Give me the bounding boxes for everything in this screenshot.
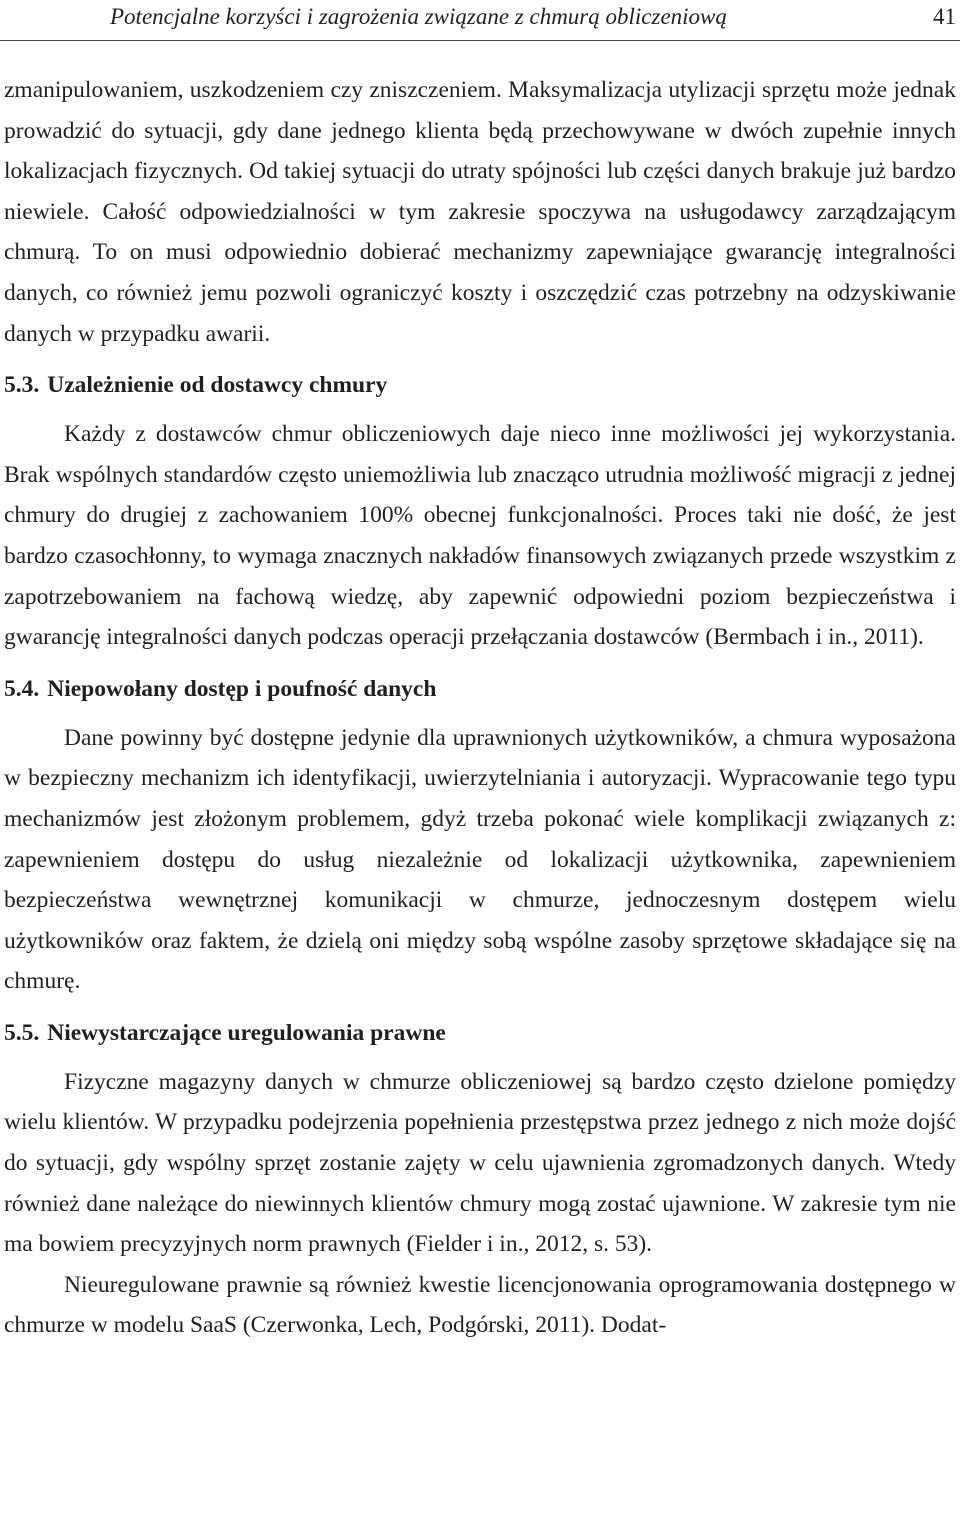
section-title: Uzależnienie od dostawcy chmury [47,372,388,399]
section-heading-5-4 [4,674,956,704]
section-heading-5-3 [4,370,956,400]
section-number: 5.4. [4,675,40,702]
section-number: 5.5. [4,1019,40,1046]
paragraph: Nieuregulowane prawnie są również kwestie licencjonowania oprogramowania dostępnego w chmurze w modelu SaaS (Czerwonka, Lech, Podgórski, 2011). Dodat- [4,1271,956,1339]
paragraph-continued: zmanipulowaniem, uszkodzeniem czy zniszczeniem. Maksymalizacja utylizacji sprzętu może jednak prowadzić do sytuacji, gdy dane jednego klienta będą przechowywane w dwóch zupełnie innych lokalizacjach fizycznych. Od takiej sytuacji do utraty spójności lub części danych brakuje już bardzo niewiele. Całość odpowiedzialności w tym zakresie spoczywa na usługodawcy zarządzającym chmurą. To on musi odpowiednio dobierać mechanizmy zapewniające gwarancję integralności danych, co również jemu pozwoli ograniczyć koszty i oszczędzić czas potrzebny na odzyskiwanie danych w przypadku awarii. [4,77,956,347]
paragraph: Każdy z dostawców chmur obliczeniowych daje nieco inne możliwości jej wykorzystania. Brak wspólnych standardów często uniemożliwia lub znacząco utrudnia możliwość migracji z jednej chmury do drugiej z zachowaniem 100% obecnej funkcjonalności. Proces taki nie dość, że jest bardzo czasochłonny, to wymaga znacznych nakładów finansowych związanych przede wszystkim z zapotrzebowaniem na fachową wiedzę, aby zapewnić odpowiedni poziom bezpieczeństwa i gwarancję integralności danych podczas operacji przełączania dostawców (Bermbach i in., 2011). [4,421,956,651]
running-header [0,0,960,41]
paragraph: Fizyczne magazyny danych w chmurze obliczeniowej są bardzo często dzielone pomiędzy wielu klientów. W przypadku podejrzenia popełnienia przestępstwa przez jednego z nich może dojść do sytuacji, gdy wspólny sprzęt zostanie zajęty w celu ujawnienia zgromadzonych danych. Wtedy również dane należące do niewinnych klientów chmury mogą zostać ujawnione. W zakresie tym nie ma bowiem precyzyjnych norm prawnych (Fielder i in., 2012, s. 53). [4,1068,956,1258]
section-number: 5.3. [4,372,40,399]
paragraph: Dane powinny być dostępne jedynie dla uprawnionych użytkowników, a chmura wyposażona w bezpieczny mechanizm ich identyfikacji, uwierzytelniania i autoryzacji. Wypracowanie tego typu mechanizmów jest złożonym problemem, gdyż trzeba pokonać wiele komplikacji związanych z: zapewnieniem dostępu do usług niezależnie od lokalizacji użytkownika, zapewnieniem bezpieczeństwa wewnętrznej komunikacji w chmurze, jednoczesnym dostępem wielu użytkowników oraz faktem, że dzielą oni między sobą wspólne zasoby sprzętowe składające się na chmurę. [4,724,956,995]
section-title: Niewystarczające uregulowania prawne [47,1019,446,1046]
section-title: Niepowołany dostęp i poufność danych [47,675,437,702]
body-text [4,70,956,1346]
page-number: 41 [933,4,956,29]
running-title: Potencjalne korzyści i zagrożenia związane z chmurą obliczeniową [110,4,727,29]
section-heading-5-5 [4,1018,956,1048]
